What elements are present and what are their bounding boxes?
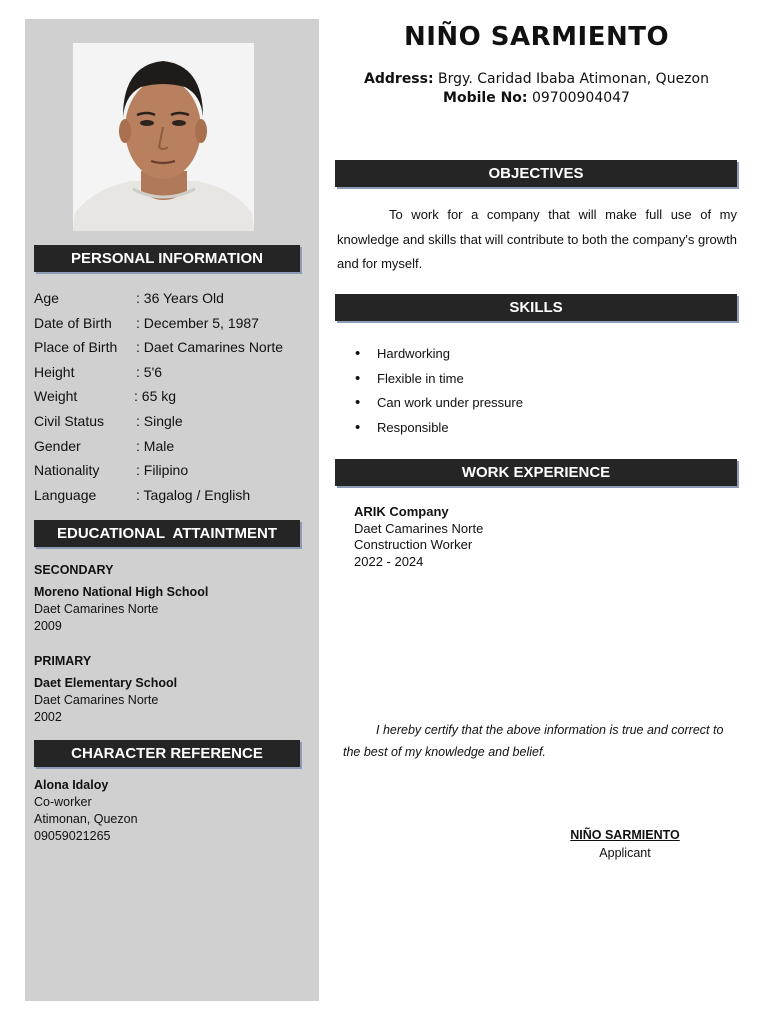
signature-role: Applicant [599,846,651,860]
applicant-name: NIÑO SARMIENTO [403,22,670,52]
work-experience-header: WORK EXPERIENCE [335,459,737,486]
info-value: : Male [136,437,175,454]
info-label: Place of Birth [34,339,118,356]
info-value: : December 5, 1987 [136,314,259,331]
skill-item: • Hardworking [355,342,523,367]
skills-header: SKILLS [335,294,737,321]
job-position: Construction Worker [354,537,473,553]
info-value: : 36 Years Old [136,290,224,306]
reference-location: Atimonan, Quezon [34,812,138,826]
mobile-label: Mobile No: [443,90,528,106]
info-label: Age [34,290,59,306]
objectives-header: OBJECTIVES [335,160,737,187]
info-row-date-of-birth [34,311,314,336]
school-location: Daet Camarines Norte [34,693,159,707]
work-experience-entry [354,504,483,571]
address-label: Address: [364,71,434,87]
profile-photo [73,43,254,231]
info-value: : Filipino [136,462,189,479]
info-row-civil-status [34,409,314,434]
skill-item: • Responsible [355,416,523,441]
info-label: Height [34,363,75,380]
reference-phone: 09059021265 [34,829,111,843]
company-location: Daet Camarines Norte [354,520,484,536]
address-value: Brgy. Caridad Ibaba Atimonan, Quezon [438,71,709,87]
info-row-nationality [34,458,314,483]
info-row-gender [34,434,314,459]
info-value: : 65 kg [134,388,177,405]
info-value: : Tagalog / English [136,486,251,503]
reference-relation: Co-worker [34,795,92,809]
info-label: Weight [34,388,78,405]
work-years: 2022 - 2024 [354,554,424,570]
education-level: SECONDARY [34,563,114,577]
skill-item: • Flexible in time [355,367,523,392]
personal-info-table [34,286,314,507]
mobile-line [335,89,738,108]
graduation-year: 2002 [34,710,62,724]
info-row-place-of-birth [34,335,314,360]
objective-text: To work for a company that will make full use of my knowledge and skills that will contribute to both the company's growth and for myself. [337,207,737,271]
info-row-height [34,360,314,385]
info-row-language [34,483,314,508]
certification-statement: I hereby certify that the above information is true and correct to the best of my knowledge and belief. [343,723,724,759]
education-primary [34,653,304,726]
info-label: Gender [34,437,81,454]
signature-block [520,826,730,862]
skill-item: • Can work under pressure [355,391,523,416]
info-label: Date of Birth [34,314,112,331]
contact-block [335,70,738,108]
info-value: : Single [136,412,183,429]
info-label: Civil Status [34,412,105,429]
graduation-year: 2009 [34,619,62,633]
info-value: : 5'6 [136,363,163,380]
skills-list [355,342,523,440]
reference-name: Alona Idaloy [34,778,109,792]
school-name: Daet Elementary School [34,676,178,690]
info-row-age [34,286,314,311]
school-name: Moreno National High School [34,585,209,599]
info-value: : Daet Camarines Norte [136,339,284,356]
personal-info-header: PERSONAL INFORMATION [34,245,300,272]
education-level: PRIMARY [34,654,92,668]
reference-header: CHARACTER REFERENCE [34,740,300,767]
education-secondary [34,562,304,635]
school-location: Daet Camarines Norte [34,602,159,616]
education-header: EDUCATIONAL ATTAINTMENT [34,520,300,547]
info-label: Nationality [34,462,100,479]
info-label: Language [34,486,97,503]
signature-name: NIÑO SARMIENTO [570,828,680,842]
company-name: ARIK Company [354,504,449,519]
character-reference [34,777,304,845]
address-line [335,70,738,89]
info-row-weight [34,384,314,409]
mobile-value: 09700904047 [531,90,630,106]
